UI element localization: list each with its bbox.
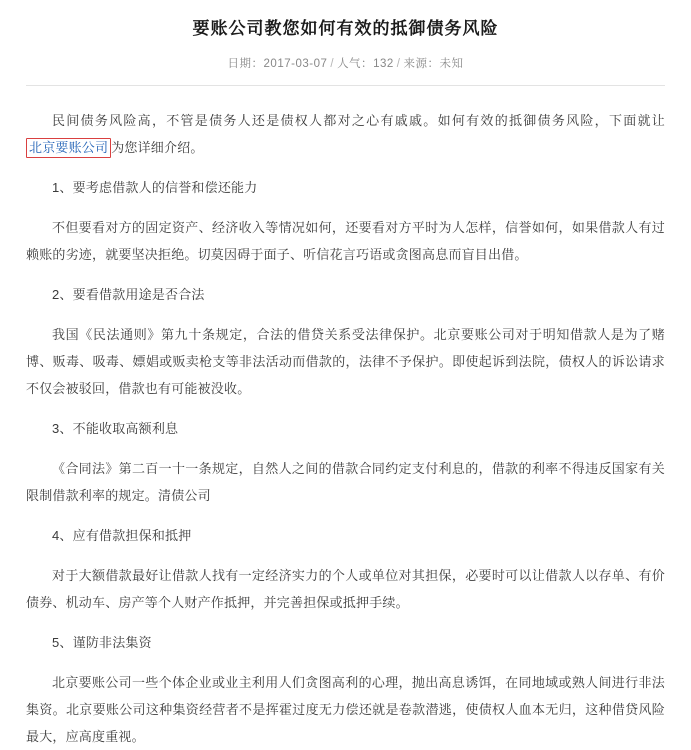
meta-date-value: 2017-03-07 [263, 58, 328, 70]
section-heading-3: 3、不能收取高额利息 [52, 421, 179, 436]
paragraph-4: 对于大额借款最好让借款人找有一定经济实力的个人或单位对其担保，必要时可以让借款人以存单、有价债券、机动车、房产等个人财产作抵押，并完善担保或抵押手续。 [26, 568, 665, 610]
section-heading-5: 5、谨防非法集资 [52, 635, 152, 650]
meta-source-value: 未知 [439, 58, 464, 70]
page-title: 要账公司教您如何有效的抵御债务风险 [192, 19, 499, 38]
paragraph-1: 不但要看对方的固定资产、经济收入等情况如何，还要看对方平时为人怎样，信誉如何，如果借款人有过赖账的劣迹，就要坚决拒绝。切莫因碍于面子、听信花言巧语或贪图高息而盲目出借。 [26, 220, 665, 262]
paragraph-3: 《合同法》第二百一十一条规定，自然人之间的借款合同约定支付利息的，借款的利率不得违反国家有关限制借款利率的规定。清债公司 [26, 461, 665, 503]
meta-separator-1: / [330, 58, 335, 70]
section-heading-4: 4、应有借款担保和抵押 [52, 528, 192, 543]
paragraph-intro [26, 107, 665, 161]
meta-source-label: 来源： [403, 58, 440, 70]
section-heading-2: 2、要看借款用途是否合法 [52, 287, 205, 302]
meta-separator-2: / [396, 58, 401, 70]
article-meta [26, 55, 665, 71]
intro-text-before: 民间债务风险高，不管是债务人还是债权人都对之心有戚戚。如何有效的抵御债务风险，下面就让 [52, 113, 665, 128]
intro-text-after: 为您详细介绍。 [111, 140, 204, 155]
meta-views-value: 132 [373, 58, 394, 70]
meta-date-label: 日期： [227, 58, 264, 70]
paragraph-2: 我国《民法通则》第九十条规定，合法的借贷关系受法律保护。北京要账公司对于明知借款人是为了赌博、贩毒、吸毒、嫖娼或贩卖枪支等非法活动而借款的，法律不予保护。即使起诉到法院，债权人的诉讼请求不仅会被驳回，借款也有可能被没收。 [26, 327, 665, 396]
article-body [26, 86, 665, 750]
paragraph-5: 北京要账公司一些个体企业或业主利用人们贪图高利的心理，抛出高息诱饵，在同地域或熟人间进行非法集资。北京要账公司这种集资经营者不是挥霍过度无力偿还就是卷款潜逃，使债权人血本无归，这种借贷风险最大，应高度重视。 [26, 675, 665, 744]
article-page [0, 10, 691, 750]
meta-views-label: 人气： [337, 58, 374, 70]
company-link[interactable]: 北京要账公司 [26, 138, 111, 158]
section-heading-1: 1、要考虑借款人的信誉和偿还能力 [52, 180, 258, 195]
